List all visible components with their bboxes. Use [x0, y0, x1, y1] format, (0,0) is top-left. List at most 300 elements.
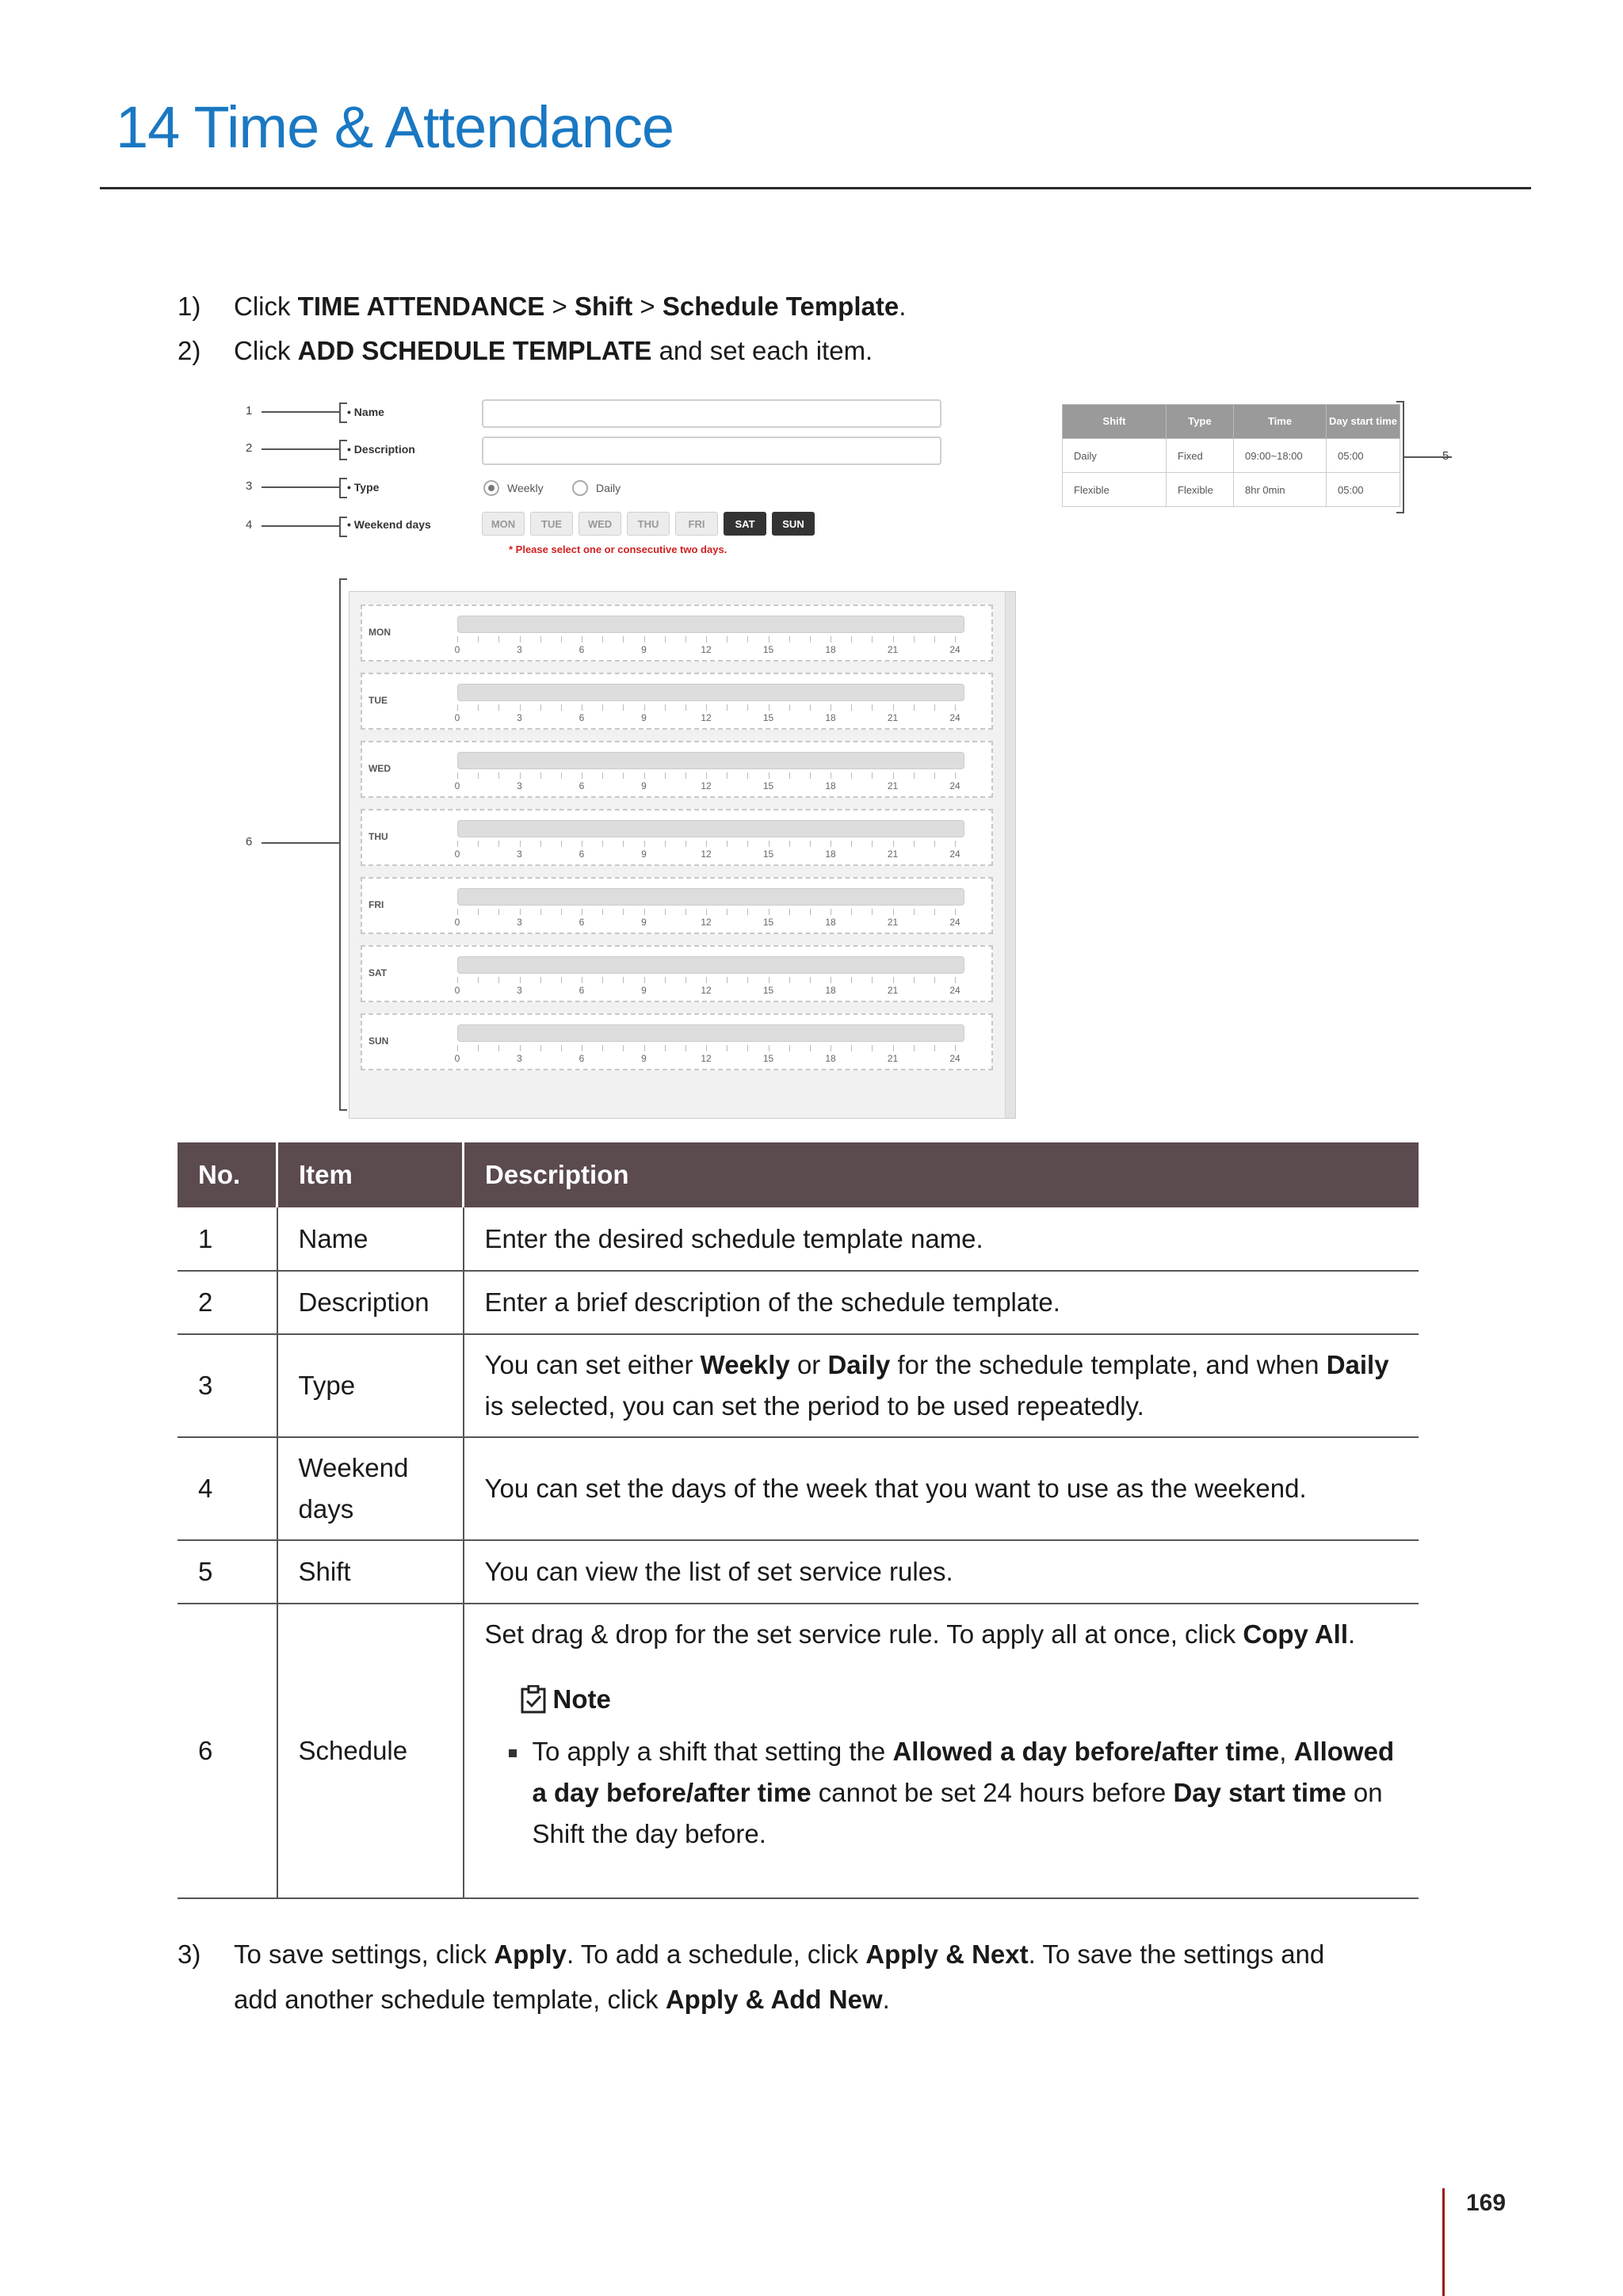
- hour-label: 24: [949, 644, 960, 655]
- type-weekly-radio[interactable]: [483, 480, 499, 496]
- text-run: Set drag & drop for the set service rule. To apply all at once, click: [484, 1619, 1243, 1649]
- hour-tick: [851, 704, 852, 711]
- schedule-track[interactable]: [457, 820, 964, 837]
- bold-text: Apply & Add New: [665, 1985, 883, 2014]
- hour-label: 15: [762, 1053, 774, 1064]
- text-run: Enter a brief description of the schedule template.: [484, 1287, 1060, 1317]
- hour-tick: [665, 704, 666, 711]
- hour-tick: [747, 772, 748, 779]
- hour-tick: [540, 1045, 541, 1051]
- hour-tick: [789, 977, 790, 983]
- schedule-day-row[interactable]: [361, 1013, 993, 1070]
- callout-6: 6: [246, 835, 253, 849]
- day-name: TUE: [369, 695, 388, 706]
- col-item: Item: [277, 1142, 464, 1207]
- table-row: [178, 1604, 1419, 1898]
- hour-label: 9: [641, 849, 647, 860]
- weekend-day-tue-button[interactable]: TUE: [530, 512, 573, 536]
- text-run: .: [1348, 1619, 1356, 1649]
- callout-4: 4: [246, 518, 253, 532]
- hour-ticks: [457, 977, 993, 983]
- hour-label: 21: [887, 712, 899, 723]
- hour-label: 9: [641, 1053, 647, 1064]
- type-label: • Type: [347, 481, 380, 494]
- hour-tick: [644, 977, 645, 983]
- hour-label: 18: [825, 712, 836, 723]
- step-number: 2): [178, 336, 201, 365]
- hour-tick: [789, 772, 790, 779]
- hour-tick: [685, 977, 686, 983]
- hour-tick: [810, 636, 811, 643]
- row-description: [464, 1437, 1419, 1540]
- hour-tick: [934, 977, 935, 983]
- table-row: [178, 1271, 1419, 1334]
- callout-2: 2: [246, 441, 253, 455]
- hour-tick: [540, 977, 541, 983]
- hour-tick: [789, 636, 790, 643]
- weekend-warning: * Please select one or consecutive two days.: [509, 543, 727, 555]
- hour-tick: [914, 636, 915, 643]
- hour-tick: [623, 704, 624, 711]
- hour-tick: [561, 841, 562, 847]
- step-text: [234, 328, 873, 373]
- bold-text: Allowed a day before/after time: [532, 1737, 1395, 1807]
- schedule-track[interactable]: [457, 616, 964, 633]
- hour-tick: [851, 909, 852, 915]
- hour-label: 12: [701, 985, 712, 996]
- type-daily-label: Daily: [596, 482, 621, 494]
- row-item: Description: [277, 1271, 464, 1334]
- text-run: .: [899, 292, 907, 321]
- type-weekly-label: Weekly: [507, 482, 544, 494]
- weekend-day-wed-button[interactable]: WED: [579, 512, 621, 536]
- hour-tick: [851, 1045, 852, 1051]
- hour-tick: [540, 704, 541, 711]
- hour-tick: [872, 704, 873, 711]
- hour-label: 9: [641, 712, 647, 723]
- hour-tick: [540, 841, 541, 847]
- day-name: MON: [369, 627, 391, 638]
- day-name: THU: [369, 831, 388, 842]
- panel-scrollbar[interactable]: [1005, 592, 1015, 1118]
- hour-tick: [955, 841, 956, 847]
- hour-label: 3: [517, 917, 522, 928]
- hour-ticks: [457, 772, 993, 779]
- hour-tick: [747, 704, 748, 711]
- callout-line: [262, 842, 341, 844]
- callout-line: [262, 525, 341, 527]
- text-run: ,: [1279, 1737, 1294, 1766]
- hour-tick: [520, 636, 521, 643]
- hour-tick: [893, 841, 894, 847]
- bold-text: Copy All: [1243, 1619, 1348, 1649]
- hour-tick: [934, 636, 935, 643]
- hour-ticks: [457, 909, 993, 915]
- schedule-track[interactable]: [457, 956, 964, 974]
- row-description: [464, 1271, 1419, 1334]
- hour-label: 18: [825, 917, 836, 928]
- hour-tick: [955, 977, 956, 983]
- hour-tick: [955, 636, 956, 643]
- note-heading: [485, 1679, 1403, 1720]
- hour-tick: [602, 772, 603, 779]
- schedule-track[interactable]: [457, 752, 964, 769]
- shift-cell: Daily: [1063, 439, 1167, 473]
- description-text: [485, 1282, 1403, 1323]
- callout-bracket: [339, 440, 347, 460]
- hour-label: 12: [701, 849, 712, 860]
- hour-tick: [685, 636, 686, 643]
- hour-tick: [893, 909, 894, 915]
- shift-row[interactable]: [1063, 439, 1400, 473]
- hour-tick: [706, 841, 707, 847]
- note-title: Note: [552, 1684, 611, 1714]
- hour-tick: [665, 1045, 666, 1051]
- text-run: on Shift the day before.: [532, 1778, 1383, 1848]
- hour-tick: [893, 772, 894, 779]
- hour-ticks: [457, 704, 993, 711]
- hour-label: 6: [579, 849, 585, 860]
- hour-label: 18: [825, 644, 836, 655]
- hour-label: 0: [454, 849, 460, 860]
- shift-col-day-start: Day start time: [1327, 405, 1400, 439]
- text-run: Click: [234, 336, 298, 365]
- hour-tick: [665, 841, 666, 847]
- hour-tick: [872, 841, 873, 847]
- day-name: SAT: [369, 967, 388, 978]
- hour-tick: [478, 636, 479, 643]
- hour-tick: [851, 841, 852, 847]
- hour-label: 24: [949, 1053, 960, 1064]
- page-number: 169: [1466, 2190, 1507, 2216]
- hour-tick: [644, 909, 645, 915]
- row-item: Type: [277, 1334, 464, 1437]
- hour-label: 21: [887, 644, 899, 655]
- text-run: . To save the settings and: [1028, 1939, 1325, 1969]
- weekend-day-fri-button[interactable]: FRI: [675, 512, 718, 536]
- text-run: You can set the days of the week that you want to use as the weekend.: [484, 1474, 1307, 1503]
- hour-tick: [644, 772, 645, 779]
- weekend-day-mon-button[interactable]: MON: [482, 512, 525, 536]
- schedule-track[interactable]: [457, 888, 964, 906]
- description-text: [485, 1614, 1403, 1655]
- hour-tick: [623, 772, 624, 779]
- table-row: [178, 1540, 1419, 1604]
- text-run: Click: [234, 292, 298, 321]
- hour-tick: [561, 1045, 562, 1051]
- schedule-day-row[interactable]: [361, 605, 993, 662]
- hour-label: 3: [517, 644, 522, 655]
- hour-label: 24: [949, 917, 960, 928]
- row-number: 3: [178, 1334, 277, 1437]
- row-number: 4: [178, 1437, 277, 1540]
- footer-divider: [1442, 2188, 1445, 2296]
- row-number: 2: [178, 1271, 277, 1334]
- callout-3: 3: [246, 479, 253, 493]
- bold-text: Apply & Next: [865, 1939, 1029, 1969]
- hour-tick: [789, 704, 790, 711]
- bold-text: Weekly: [700, 1350, 790, 1379]
- hour-label: 18: [825, 985, 836, 996]
- schedule-day-row[interactable]: [361, 877, 993, 934]
- hour-tick: [810, 841, 811, 847]
- hour-tick: [665, 977, 666, 983]
- weekend-day-sat-button[interactable]: SAT: [724, 512, 766, 536]
- hour-ticks: [457, 841, 993, 847]
- hour-tick: [934, 704, 935, 711]
- step-number: 1): [178, 292, 201, 321]
- description-input[interactable]: [482, 437, 941, 465]
- callout-bracket: [339, 402, 347, 423]
- hour-label: 18: [825, 1053, 836, 1064]
- hour-tick: [706, 909, 707, 915]
- hour-label: 6: [579, 712, 585, 723]
- hour-ticks: [457, 1045, 993, 1051]
- hour-tick: [810, 977, 811, 983]
- hour-tick: [498, 909, 499, 915]
- hour-tick: [685, 704, 686, 711]
- callout-line: [262, 448, 341, 450]
- hour-tick: [520, 1045, 521, 1051]
- hour-tick: [872, 909, 873, 915]
- schedule-track[interactable]: [457, 684, 964, 701]
- hour-label: 15: [762, 917, 774, 928]
- bold-text: Shift: [574, 292, 633, 321]
- text-run: is selected, you can set the period to be used repeatedly.: [484, 1391, 1144, 1421]
- hour-tick: [914, 1045, 915, 1051]
- hour-tick: [540, 909, 541, 915]
- hour-label: 6: [579, 644, 585, 655]
- hour-label: 21: [887, 780, 899, 791]
- hour-tick: [498, 704, 499, 711]
- hour-tick: [810, 772, 811, 779]
- text-run: You can set either: [484, 1350, 701, 1379]
- hour-label: 0: [454, 780, 460, 791]
- hour-tick: [623, 977, 624, 983]
- schedule-day-row[interactable]: [361, 945, 993, 1002]
- shift-table: [1062, 404, 1400, 507]
- hour-tick: [872, 772, 873, 779]
- table-row: [178, 1334, 1419, 1437]
- hour-tick: [478, 909, 479, 915]
- hour-tick: [789, 909, 790, 915]
- row-number: 5: [178, 1540, 277, 1604]
- description-text: [485, 1344, 1403, 1427]
- hour-label: 15: [762, 712, 774, 723]
- text-run: and set each item.: [651, 336, 873, 365]
- bold-text: Daily: [827, 1350, 891, 1379]
- hour-tick: [706, 704, 707, 711]
- hour-label: 0: [454, 917, 460, 928]
- name-input[interactable]: [482, 399, 941, 428]
- step-number: 3): [178, 1939, 201, 1969]
- hour-tick: [602, 909, 603, 915]
- hour-tick: [457, 977, 458, 983]
- hour-tick: [872, 977, 873, 983]
- weekend-day-thu-button[interactable]: THU: [627, 512, 670, 536]
- hour-label: 21: [887, 849, 899, 860]
- hour-tick: [706, 772, 707, 779]
- step-text: [234, 1977, 890, 2022]
- day-name: SUN: [369, 1035, 389, 1047]
- hour-label: 18: [825, 780, 836, 791]
- hour-tick: [810, 704, 811, 711]
- hour-tick: [520, 772, 521, 779]
- hour-label: 0: [454, 985, 460, 996]
- schedule-panel: [349, 591, 1016, 1119]
- hour-tick: [457, 636, 458, 643]
- hour-label: 21: [887, 1053, 899, 1064]
- hour-tick: [498, 772, 499, 779]
- hour-label: 3: [517, 849, 522, 860]
- row-item: Weekend days: [277, 1437, 464, 1540]
- note-list: [485, 1731, 1403, 1855]
- hour-tick: [810, 1045, 811, 1051]
- hour-tick: [914, 909, 915, 915]
- bold-text: Daily: [1326, 1350, 1389, 1379]
- hour-tick: [914, 704, 915, 711]
- row-description: [464, 1207, 1419, 1271]
- hour-label: 6: [579, 1053, 585, 1064]
- row-description: [464, 1334, 1419, 1437]
- hour-label: 15: [762, 780, 774, 791]
- hour-tick: [851, 772, 852, 779]
- description-text: [485, 1219, 1403, 1260]
- hour-tick: [934, 909, 935, 915]
- hour-tick: [457, 1045, 458, 1051]
- callout-line: [262, 486, 341, 488]
- hour-tick: [498, 636, 499, 643]
- hour-label: 3: [517, 712, 522, 723]
- hour-tick: [457, 841, 458, 847]
- hour-tick: [685, 841, 686, 847]
- schedule-day-row[interactable]: [361, 741, 993, 798]
- hour-tick: [561, 772, 562, 779]
- hour-tick: [520, 909, 521, 915]
- row-item: Name: [277, 1207, 464, 1271]
- shift-row[interactable]: [1063, 473, 1400, 507]
- hour-label: 3: [517, 1053, 522, 1064]
- shift-cell: Flexible: [1167, 473, 1234, 507]
- row-number: 1: [178, 1207, 277, 1271]
- bold-text: Schedule Template: [662, 292, 899, 321]
- hour-label: 9: [641, 917, 647, 928]
- shift-cell: 09:00~18:00: [1234, 439, 1327, 473]
- hour-tick: [540, 636, 541, 643]
- hour-tick: [934, 841, 935, 847]
- hour-tick: [851, 977, 852, 983]
- hour-label: 24: [949, 780, 960, 791]
- text-run: add another schedule template, click: [234, 1985, 666, 2014]
- hour-tick: [665, 772, 666, 779]
- hour-tick: [914, 772, 915, 779]
- row-description: [464, 1540, 1419, 1604]
- hour-tick: [644, 1045, 645, 1051]
- day-name: FRI: [369, 899, 384, 910]
- hour-ticks: [457, 636, 993, 643]
- text-run: for the schedule template, and when: [890, 1350, 1327, 1379]
- bold-text: TIME ATTENDANCE: [297, 292, 545, 321]
- hour-label: 21: [887, 985, 899, 996]
- hour-label: 9: [641, 780, 647, 791]
- hour-tick: [955, 704, 956, 711]
- hour-tick: [602, 1045, 603, 1051]
- callout-5: 5: [1442, 449, 1449, 463]
- hour-tick: [706, 1045, 707, 1051]
- schedule-track[interactable]: [457, 1024, 964, 1042]
- bold-text: Day start time: [1173, 1778, 1346, 1807]
- hour-label: 0: [454, 712, 460, 723]
- step-text: [234, 1932, 1324, 1977]
- hour-label: 15: [762, 644, 774, 655]
- callout-line: [262, 411, 341, 413]
- hour-tick: [623, 1045, 624, 1051]
- text-run: . To add a schedule, click: [566, 1939, 866, 1969]
- hour-label: 6: [579, 985, 585, 996]
- hour-tick: [955, 772, 956, 779]
- schedule-day-row[interactable]: [361, 673, 993, 730]
- schedule-day-row[interactable]: [361, 809, 993, 866]
- callout-1: 1: [246, 404, 253, 418]
- hour-tick: [644, 841, 645, 847]
- hour-tick: [623, 841, 624, 847]
- hour-tick: [520, 841, 521, 847]
- hour-tick: [498, 977, 499, 983]
- hour-tick: [478, 772, 479, 779]
- hour-tick: [789, 1045, 790, 1051]
- hour-label: 24: [949, 985, 960, 996]
- hour-tick: [685, 772, 686, 779]
- text-run: To apply a shift that setting the: [532, 1737, 893, 1766]
- callout-bracket: [339, 578, 347, 1111]
- hour-tick: [747, 841, 748, 847]
- hour-tick: [644, 636, 645, 643]
- weekend-label: • Weekend days: [347, 518, 431, 531]
- hour-tick: [914, 977, 915, 983]
- hour-tick: [602, 977, 603, 983]
- weekend-day-sun-button[interactable]: SUN: [772, 512, 815, 536]
- callout-bracket: [339, 478, 347, 498]
- text-run: cannot be set 24 hours before: [811, 1778, 1174, 1807]
- bold-text: Allowed a day before/after time: [892, 1737, 1280, 1766]
- hour-tick: [457, 909, 458, 915]
- hour-tick: [955, 909, 956, 915]
- hour-tick: [623, 636, 624, 643]
- hour-tick: [561, 704, 562, 711]
- description-label: • Description: [347, 443, 415, 456]
- col-description: Description: [464, 1142, 1419, 1207]
- hour-tick: [893, 977, 894, 983]
- hour-tick: [457, 772, 458, 779]
- text-run: or: [789, 1350, 828, 1379]
- hour-label: 15: [762, 849, 774, 860]
- hour-label: 6: [579, 780, 585, 791]
- hour-tick: [665, 636, 666, 643]
- type-daily-radio[interactable]: [572, 480, 588, 496]
- description-text: [485, 1551, 1403, 1592]
- hour-label: 3: [517, 780, 522, 791]
- hour-label: 12: [701, 780, 712, 791]
- hour-tick: [934, 772, 935, 779]
- hour-tick: [789, 841, 790, 847]
- hour-tick: [685, 1045, 686, 1051]
- hour-label: 6: [579, 917, 585, 928]
- hour-label: 12: [701, 1053, 712, 1064]
- shift-col-time: Time: [1234, 405, 1327, 439]
- hour-tick: [665, 909, 666, 915]
- hour-tick: [540, 772, 541, 779]
- hour-tick: [893, 1045, 894, 1051]
